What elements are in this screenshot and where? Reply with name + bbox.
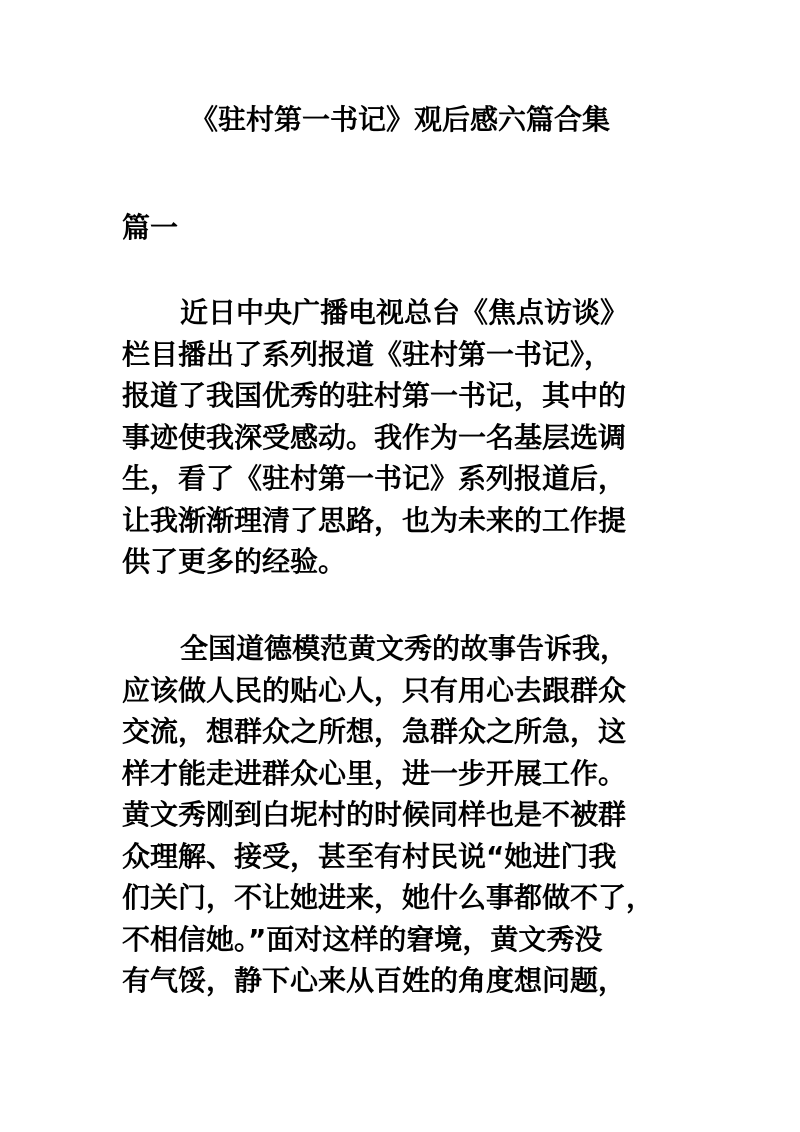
- paragraph-line: 近日中央广播电视总台《焦点访谈》: [180, 296, 629, 329]
- paragraph-line: 们关门，不让她进来，她什么事都做不了，: [122, 881, 655, 914]
- paragraph-1: [122, 292, 682, 583]
- paragraph-2: [122, 628, 682, 1002]
- paragraph-line: 众理解、接受，甚至有村民说“她进门我: [122, 839, 617, 873]
- paragraph-line: 生，看了《驻村第一书记》系列报道后，: [122, 462, 627, 495]
- paragraph-line: 全国道德模范黄文秀的故事告诉我，: [180, 632, 629, 665]
- paragraph-line: 不相信她。”面对这样的窘境，黄文秀没: [122, 922, 603, 956]
- paragraph-line: 样才能走进群众心里，进一步开展工作。: [122, 756, 627, 790]
- paragraph-line: 让我渐渐理清了思路，也为未来的工作提: [122, 503, 627, 537]
- paragraph-line: 事迹使我深受感动。我作为一名基层选调: [122, 420, 627, 454]
- paragraph-line: 报道了我国优秀的驻村第一书记，其中的: [122, 379, 627, 412]
- paragraph-line: 交流，想群众之所想，急群众之所急，这: [122, 715, 627, 748]
- section-heading: 篇一: [122, 211, 179, 244]
- paragraph-line: 供了更多的经验。: [122, 545, 347, 578]
- paragraph-line: 应该做人民的贴心人，只有用心去跟群众: [122, 673, 627, 707]
- paragraph-line: 有气馁，静下心来从百姓的角度想问题，: [122, 964, 627, 997]
- paragraph-line: 栏目播出了系列报道《驻村第一书记》，: [122, 337, 613, 371]
- document-title: 《驻村第一书记》观后感六篇合集: [189, 103, 610, 136]
- paragraph-line: 黄文秀刚到白坭村的时候同样也是不被群: [122, 798, 627, 831]
